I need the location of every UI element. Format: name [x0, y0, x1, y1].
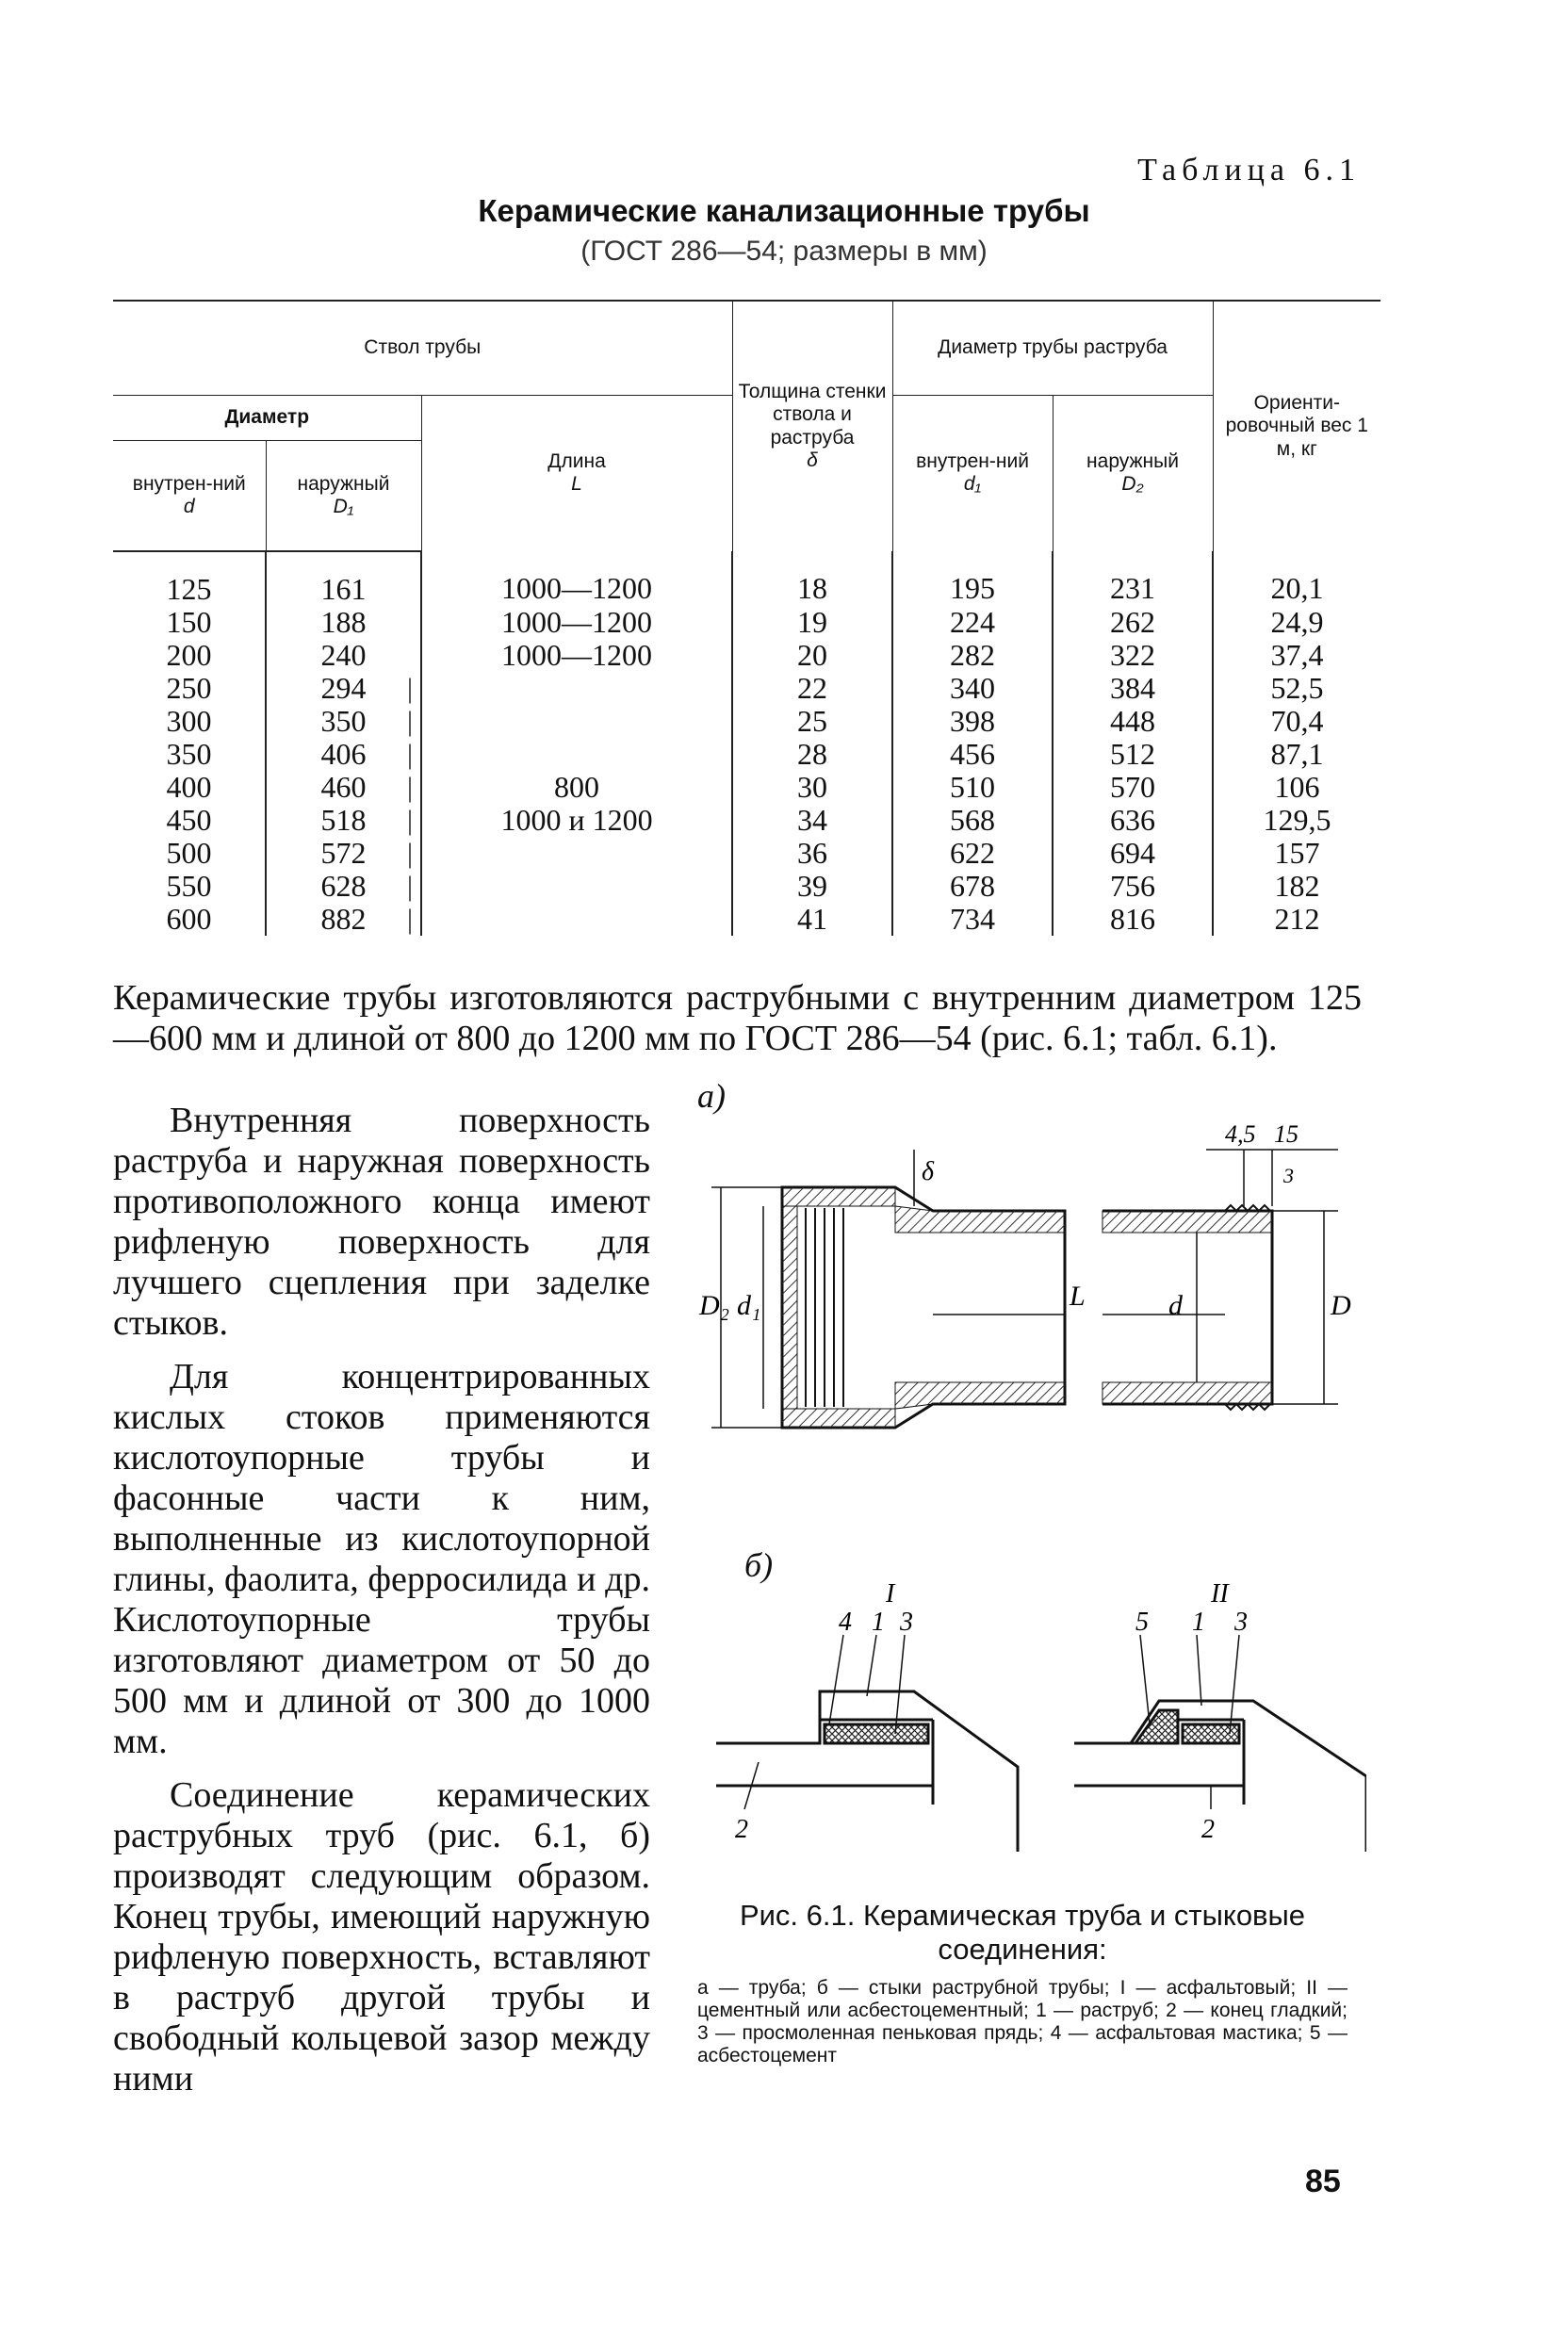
table-cell-D2: 322 [1053, 639, 1213, 672]
table-cell-wall: 22 [732, 672, 892, 705]
label-asbestos-cement: 5 [1135, 1608, 1149, 1637]
table-cell-d: 500 [113, 837, 266, 870]
table-cell-w: 24,9 [1270, 605, 1324, 639]
table-cell-wall: 28 [732, 738, 892, 771]
table-cell-d: 350 [113, 738, 266, 771]
joint-ii [1074, 1701, 1366, 1852]
header-wall: Толщина стенки ствола и раструба δ [732, 301, 892, 551]
table-cell-wall: 34 [732, 804, 892, 837]
spigot-outline [1102, 1211, 1272, 1404]
table-cell-D1 [266, 705, 421, 738]
header-length: Длина L [421, 395, 732, 551]
table-cell-d: 450 [113, 804, 266, 837]
grouping-brace: | [406, 871, 413, 902]
socket-grooves [806, 1208, 843, 1407]
table-cell-d: 550 [113, 870, 266, 903]
label-socket-i: 1 [872, 1608, 885, 1637]
socket-wall-top [782, 1187, 895, 1206]
left-column-text [113, 1101, 650, 2113]
paragraph-joint: Соединение керамических раструбных труб (рис. 6.1, б) производят следующим образом. Конец трубы, имеющий наружную рифленую поверхность, вставляют в раструб другой трубы и свободный кольцевой зазор между ними [113, 1775, 650, 2099]
table-row [113, 672, 1380, 705]
dim-groove-length: 15 [1274, 1120, 1298, 1148]
header-inner: внутрен-ний d [113, 440, 266, 551]
table-cell-value: 518 [320, 803, 367, 837]
joints-drawing [707, 1569, 1366, 1889]
table-cell-wall: 41 [732, 903, 892, 936]
paragraph-intro: Керамические трубы изготовляются раструбными с внутренним диаметром 125—600 мм и длиной от 800 до 1200 мм по ГОСТ 286—54 (рис. 6.1; табл. 6.1). [113, 978, 1362, 1058]
label-joint-i: I [886, 1579, 895, 1609]
table-row [113, 804, 1380, 837]
table-cell-value: 294 [320, 671, 367, 705]
table-cell-L: 1000—1200 [421, 551, 732, 606]
pipe-table [113, 300, 1380, 936]
dim-length: L [1070, 1281, 1086, 1312]
dim-outer-d: D [1331, 1290, 1351, 1321]
table-cell-L [421, 837, 732, 870]
dim-groove-pitch: 4,5 [1225, 1120, 1256, 1148]
table-cell-value: 882 [320, 902, 367, 936]
table-cell-value: 572 [320, 836, 367, 870]
table-subtitle: (ГОСТ 286—54; размеры в мм) [580, 236, 988, 267]
spigot-wall-top [1102, 1211, 1272, 1233]
grouping-brace: | [406, 739, 413, 770]
table-cell-value: 350 [320, 704, 367, 738]
header-socket-inner: внутрен-ний d₁ [892, 395, 1053, 551]
table-cell-w: 182 [1274, 869, 1320, 903]
socket-wall-bottom [782, 1409, 895, 1428]
table-row [113, 639, 1380, 672]
table-cell-D1: 161 [266, 551, 421, 606]
joint-i [716, 1691, 1018, 1852]
table-cell-value: 628 [320, 869, 367, 903]
label-spigot-i: 2 [735, 1815, 748, 1844]
table-row [113, 606, 1380, 639]
table-cell-d: 150 [113, 606, 266, 639]
table-cell-D1 [266, 771, 421, 804]
table-cell-D2: 231 [1053, 551, 1213, 606]
table-cell-w: 52,5 [1270, 671, 1324, 705]
table-cell-w: 129,5 [1263, 803, 1331, 837]
grouping-brace: | [406, 904, 413, 935]
table-cell-D2: 512 [1053, 738, 1213, 771]
table-cell-D1 [266, 837, 421, 870]
table-cell-D1: 240 [266, 639, 421, 672]
spigot-ribs [1225, 1205, 1270, 1410]
header-socket: Диаметр трубы раструба [892, 301, 1213, 395]
figure-legend: а — труба; б — стыки раструбной трубы; I — асфальтовый; II — цементный или асбестоцементный; 1 — раструб; 2 — конец гладкий; 3 — просмоленная пеньковая прядь; 4 — асфальтовая мастика; 5 — асбестоцемент [697, 1977, 1348, 2066]
table-cell-w: 212 [1274, 902, 1320, 936]
dim-thickness: δ [922, 1157, 935, 1186]
pipe-drawing [697, 1112, 1366, 1451]
table-cell-d1: 622 [892, 837, 1053, 870]
label-strand-ii: 3 [1234, 1608, 1248, 1637]
table-cell-wall: 20 [732, 639, 892, 672]
table-row [113, 738, 1380, 771]
label-strand-i: 3 [900, 1608, 913, 1637]
figure-a-label: а) [697, 1077, 726, 1115]
table-cell-w: 106 [1274, 770, 1320, 804]
grouping-brace: | [406, 673, 413, 704]
table-cell-L [421, 738, 732, 771]
table-cell-d: 250 [113, 672, 266, 705]
table-cell-d1: 195 [892, 551, 1053, 606]
table-cell-d1: 282 [892, 639, 1053, 672]
table-cell-D2: 384 [1053, 672, 1213, 705]
table-cell-wall: 36 [732, 837, 892, 870]
table-cell-D1 [266, 672, 421, 705]
figure-caption: Рис. 6.1. Керамическая труба и стыковые соединения: [739, 1899, 1306, 1966]
dim-d1: d₁ [737, 1290, 761, 1321]
table-cell-d: 400 [113, 771, 266, 804]
table-cell-w: 87,1 [1270, 737, 1324, 771]
table-cell-value: 406 [320, 737, 367, 771]
table-cell-d1: 340 [892, 672, 1053, 705]
table-cell-D1 [266, 738, 421, 771]
table-row [113, 771, 1380, 804]
socket-wall-left [782, 1206, 797, 1409]
page-number: 85 [1305, 2164, 1341, 2199]
grouping-brace: | [406, 706, 413, 737]
header-weight: Ориенти-ровочный вес 1 м, кг [1213, 301, 1380, 551]
paragraph-surface: Внутренняя поверхность раструба и наружная поверхность противоположного конца имеют рифленую поверхность для лучшего сцепления при заделке стыков. [113, 1101, 650, 1343]
table-cell-d1: 224 [892, 606, 1053, 639]
table-row [113, 870, 1380, 903]
table-label: Таблица 6.1 [1137, 153, 1361, 188]
table-cell-wall: 39 [732, 870, 892, 903]
table-cell-L: 1000—1200 [421, 606, 732, 639]
table-row [113, 705, 1380, 738]
figure-b-label: б) [744, 1546, 774, 1584]
table-cell-value: 460 [320, 770, 367, 804]
table-cell-L: 1000—1200 [421, 639, 732, 672]
table-cell-d1: 510 [892, 771, 1053, 804]
table-cell-L: 1000 и 1200 [421, 804, 732, 837]
table-cell-w: 20,1 [1270, 571, 1324, 605]
table-cell-D1 [266, 870, 421, 903]
header-diameter: Диаметр [113, 395, 421, 440]
table-cell-D2: 694 [1053, 837, 1213, 870]
table-cell-d: 200 [113, 639, 266, 672]
table-cell-w: 37,4 [1270, 638, 1324, 672]
spigot-wall-bottom [1102, 1382, 1272, 1404]
table-cell-D2: 262 [1053, 606, 1213, 639]
label-asphalt-mastic: 4 [839, 1608, 852, 1637]
table-cell-w: 157 [1274, 836, 1320, 870]
label-socket-ii: 1 [1192, 1608, 1205, 1637]
dim-groove-depth: 3 [1283, 1164, 1294, 1187]
table-row [113, 551, 1380, 606]
table-cell-L [421, 672, 732, 705]
table-cell-d1: 398 [892, 705, 1053, 738]
table-row [113, 903, 1380, 936]
table-cell-wall: 18 [732, 551, 892, 606]
table-title: Керамические канализационные трубы [478, 193, 1090, 228]
table-cell-d1: 456 [892, 738, 1053, 771]
table-cell-d: 600 [113, 903, 266, 936]
dim-d2: D₂ [699, 1290, 730, 1321]
label-spigot-ii: 2 [1201, 1815, 1215, 1844]
table-cell-L [421, 870, 732, 903]
table-cell-wall: 25 [732, 705, 892, 738]
label-joint-ii: II [1211, 1579, 1229, 1609]
dim-inner-d: d [1168, 1290, 1183, 1321]
table-cell-D2: 816 [1053, 903, 1213, 936]
table-cell-d: 300 [113, 705, 266, 738]
table-cell-D1 [266, 903, 421, 936]
header-outer: наружный D₁ [266, 440, 421, 551]
table-cell-D1: 188 [266, 606, 421, 639]
table-cell-w: 70,4 [1270, 704, 1324, 738]
table-cell-L [421, 705, 732, 738]
header-barrel: Ствол трубы [113, 301, 732, 395]
table-cell-D1 [266, 804, 421, 837]
grouping-brace: | [406, 805, 413, 836]
table-cell-D2: 636 [1053, 804, 1213, 837]
table-cell-L [421, 903, 732, 936]
paragraph-acid: Для концентрированных кислых стоков применяются кислотоупорные трубы и фасонные части к ним, выполненные из кислотоупорной глины, фаолита, ферросилида и др. Кислотоупорные трубы изготовляют диаметром от 50 до 500 мм и длиной от 300 до 1000 мм. [113, 1357, 650, 1761]
table-cell-d1: 568 [892, 804, 1053, 837]
header-socket-outer: наружный D₂ [1053, 395, 1213, 551]
table-row [113, 837, 1380, 870]
table-cell-d: 125 [113, 551, 266, 606]
grouping-brace: | [406, 838, 413, 869]
table-cell-L: 800 [421, 771, 732, 804]
table-cell-wall: 19 [732, 606, 892, 639]
grouping-brace: | [406, 772, 413, 803]
table-cell-D2: 570 [1053, 771, 1213, 804]
table-cell-wall: 30 [732, 771, 892, 804]
table-cell-D2: 756 [1053, 870, 1213, 903]
table-cell-d1: 678 [892, 870, 1053, 903]
table-cell-d1: 734 [892, 903, 1053, 936]
table-cell-D2: 448 [1053, 705, 1213, 738]
